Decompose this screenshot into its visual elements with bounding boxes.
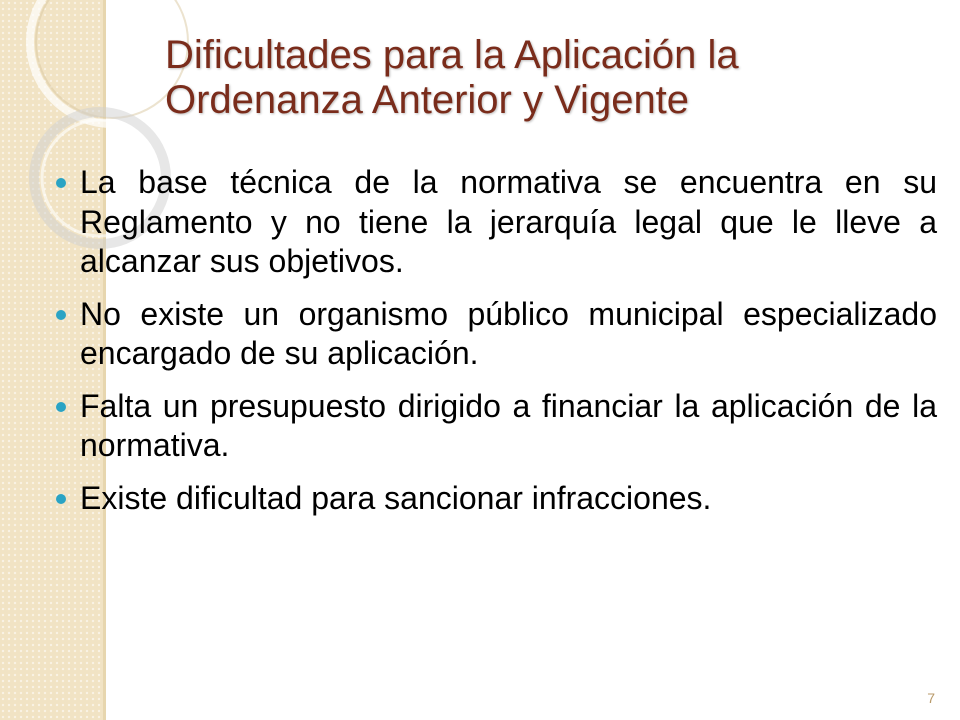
bullet-text: No existe un organismo público municipal especializado encargado de su aplicación. [80, 295, 937, 371]
bullet-item [52, 163, 937, 282]
title-line-1: Dificultades para la Aplicación la [165, 33, 739, 77]
bullet-item [52, 387, 937, 466]
title-line-2: Ordenanza Anterior y Vigente [165, 78, 690, 122]
bullet-dot-icon [56, 310, 66, 320]
bullet-item [52, 295, 937, 374]
page-number: 7 [927, 690, 935, 706]
bullet-dot-icon [56, 402, 66, 412]
bullet-text: Existe dificultad para sancionar infracciones. [80, 479, 712, 516]
bullet-text: Falta un presupuesto dirigido a financiar la aplicación de la normativa. [80, 387, 937, 463]
bullet-dot-icon [56, 494, 66, 504]
bullet-item [52, 479, 937, 519]
slide-title [165, 33, 935, 123]
bullet-dot-icon [56, 178, 66, 188]
bullet-text: La base técnica de la normativa se encuentra en su Reglamento y no tiene la jerarquía legal que le lleve a alcanzar sus objetivos. [80, 164, 937, 279]
bullet-list [52, 163, 937, 531]
